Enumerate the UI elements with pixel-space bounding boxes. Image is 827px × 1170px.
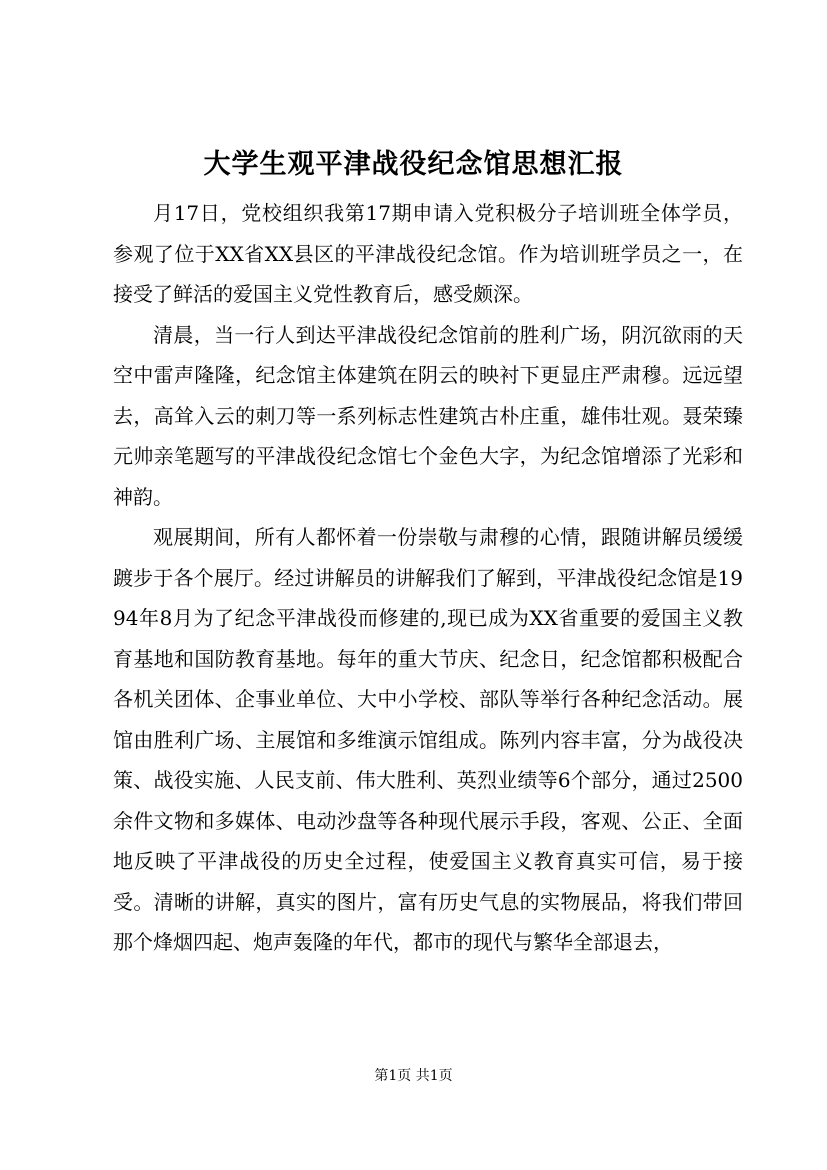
document-body bbox=[113, 193, 743, 963]
paragraph-1: 月17日，党校组织我第17期申请入党积极分子培训班全体学员，参观了位于XX省XX县区的平津战役纪念馆。作为培训班学员之一，在接受了鲜活的爱国主义党性教育后，感受颇深。 bbox=[113, 201, 743, 306]
paragraph-3: 观展期间，所有人都怀着一份崇敬与肃穆的心情，跟随讲解员缓缓踱步于各个展厅。经过讲解员的讲解我们了解到，平津战役纪念馆是1994年8月为了纪念平津战役而修建的,现已成为XX省重要的爱国主义教育基地和国防教育基地。每年的重大节庆、纪念日，纪念馆都积极配合各机关团体、企事业单位、大中小学校、部队等举行各种纪念活动。展馆由胜利广场、主展馆和多维演示馆组成。陈列内容丰富，分为战役决策、战役实施、人民支前、伟大胜利、英烈业绩等6个部分，通过2500余件文物和多媒体、电动沙盘等各种现代展示手段，客观、公正、全面地反映了平津战役的历史全过程，使爱国主义教育真实可信，易于接受。清晰的讲解，真实的图片，富有历史气息的实物展品，将我们带回那个烽烟四起、炮声轰隆的年代，都市的现代与繁华全部退去， bbox=[113, 525, 743, 954]
document-title: 大学生观平津战役纪念馆思想汇报 bbox=[203, 149, 624, 180]
paragraph-2: 清晨，当一行人到达平津战役纪念馆前的胜利广场，阴沉欲雨的天空中雷声隆隆，纪念馆主体建筑在阴云的映衬下更显庄严肃穆。远远望去，高耸入云的刺刀等一系列标志性建筑古朴庄重，雄伟壮观。聂荣臻元帅亲笔题写的平津战役纪念馆七个金色大字，为纪念馆增添了光彩和神韵。 bbox=[113, 322, 743, 509]
page-number-footer: 第1页 共1页 bbox=[374, 1068, 453, 1084]
